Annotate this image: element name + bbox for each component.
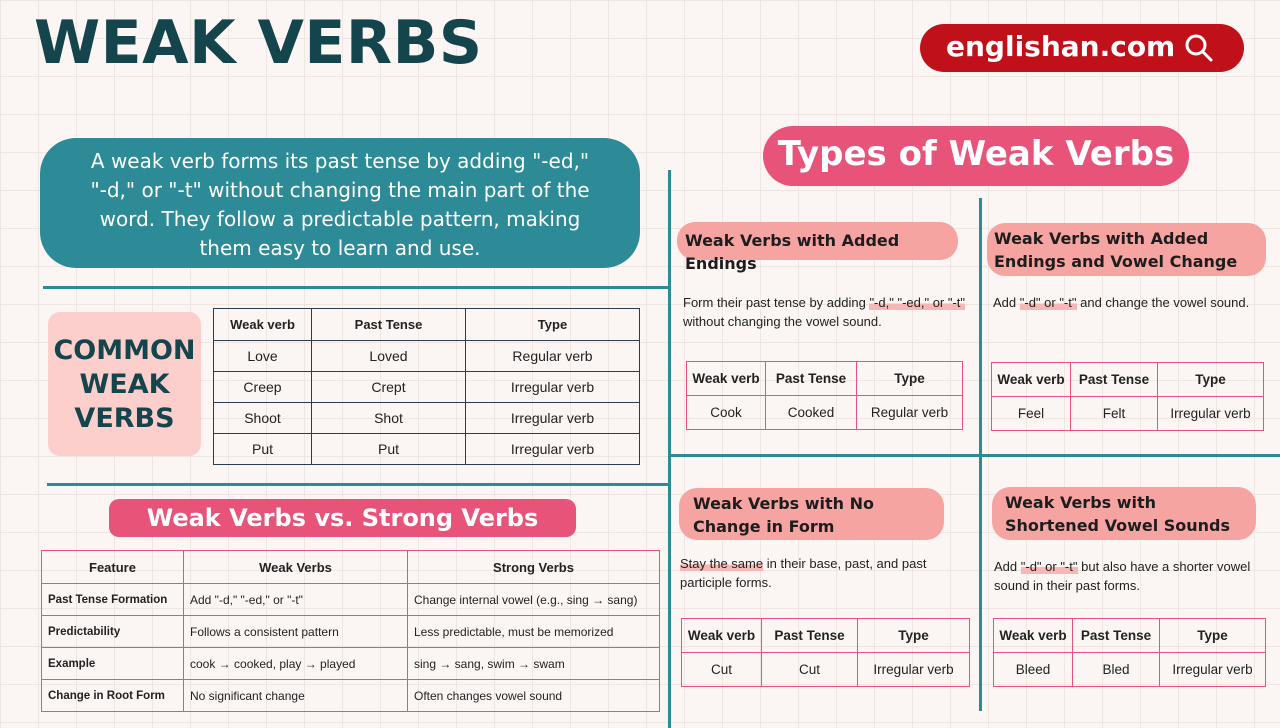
table-cell: Irregular verb [466, 403, 640, 434]
table-cell: Irregular verb [1158, 397, 1264, 431]
intro-description: A weak verb forms its past tense by adding "-ed," "-d," or "-t" without changing the main part of the word. They follow a predictable pattern, making them easy to learn and use. [40, 138, 640, 268]
table-cell: Put [312, 434, 466, 465]
common-label-line: WEAK [79, 369, 170, 400]
table-cell: Irregular verb [466, 434, 640, 465]
divider-left-mid [47, 483, 668, 486]
column-header: Past Tense [1071, 363, 1158, 397]
desc-text: in their base, past, and past participle forms. [680, 556, 927, 590]
divider-right-horizontal [670, 454, 1280, 457]
table-cell: Bled [1073, 653, 1160, 687]
feature-cell: Example [42, 648, 184, 680]
desc-highlight: "-d" or "-t" [1020, 559, 1078, 574]
desc-text: Form their past tense by adding [683, 295, 870, 310]
table-row [214, 434, 640, 465]
column-header: Type [1160, 619, 1266, 653]
panel-title-vowel-change: Weak Verbs with Added Endings and Vowel Change [987, 223, 1266, 276]
column-header: Strong Verbs [408, 551, 660, 584]
feature-cell: Past Tense Formation [42, 584, 184, 616]
panel-title-added-endings: Weak Verbs with Added Endings [677, 222, 958, 260]
panel-title-shortened-vowel: Weak Verbs with Shortened Vowel Sounds [992, 487, 1256, 540]
search-icon[interactable] [1184, 33, 1214, 63]
table-cell: cook → cooked, play → played [184, 648, 408, 680]
column-header: Type [858, 619, 970, 653]
table-cell: Regular verb [466, 341, 640, 372]
table-cell: No significant change [184, 680, 408, 712]
table-cell: Feel [992, 397, 1071, 431]
table-cell: Less predictable, must be memorized [408, 616, 660, 648]
table-row [994, 653, 1266, 687]
comparison-title: Weak Verbs vs. Strong Verbs [109, 499, 576, 537]
table-header-row [687, 362, 963, 396]
column-header: Past Tense [766, 362, 857, 396]
example-table [686, 361, 963, 430]
desc-text: but also have a shorter vowel sound in their past forms. [994, 559, 1251, 593]
column-header: Weak verb [992, 363, 1071, 397]
table-row [42, 616, 660, 648]
table-cell: Creep [214, 372, 312, 403]
table-cell: sing → sang, swim → swam [408, 648, 660, 680]
table-header-row [214, 309, 640, 341]
page-title: WEAK VERBS [34, 8, 483, 78]
desc-highlight: Stay the same [680, 556, 764, 571]
panel-title-no-change: Weak Verbs with No Change in Form [679, 488, 944, 540]
divider-center [668, 170, 671, 728]
example-table [991, 362, 1264, 431]
comparison-table [41, 550, 660, 712]
table-cell: Love [214, 341, 312, 372]
column-header: Weak verb [682, 619, 762, 653]
column-header: Past Tense [762, 619, 858, 653]
panel-description [683, 293, 968, 331]
common-verbs-table [213, 308, 640, 465]
column-header: Past Tense [312, 309, 466, 341]
column-header: Weak verb [994, 619, 1073, 653]
example-table [681, 618, 970, 687]
column-header: Weak verb [214, 309, 312, 341]
desc-text: Add [993, 295, 1020, 310]
table-row [214, 372, 640, 403]
table-cell: Shot [312, 403, 466, 434]
table-row [214, 341, 640, 372]
table-cell: Shoot [214, 403, 312, 434]
panel-description [994, 557, 1259, 595]
desc-highlight: "-d," "-ed," or "-t" [869, 295, 966, 310]
table-cell: Regular verb [857, 396, 963, 430]
desc-text: Add [994, 559, 1021, 574]
table-row [42, 648, 660, 680]
feature-cell: Change in Root Form [42, 680, 184, 712]
table-cell: Change internal vowel (e.g., sing → sang) [408, 584, 660, 616]
table-row [214, 403, 640, 434]
desc-text: without changing the vowel sound. [683, 314, 882, 329]
table-cell: Bleed [994, 653, 1073, 687]
table-cell: Cook [687, 396, 766, 430]
desc-highlight: "-d" or "-t" [1019, 295, 1077, 310]
column-header: Type [857, 362, 963, 396]
table-cell: Follows a consistent pattern [184, 616, 408, 648]
types-title: Types of Weak Verbs [763, 126, 1189, 186]
panel-description [680, 554, 965, 592]
table-row [42, 680, 660, 712]
desc-text: and change the vowel sound. [1076, 295, 1250, 310]
table-cell: Crept [312, 372, 466, 403]
table-cell: Add "-d," "-ed," or "-t" [184, 584, 408, 616]
table-header-row [992, 363, 1264, 397]
table-cell: Often changes vowel sound [408, 680, 660, 712]
example-table [993, 618, 1266, 687]
divider-left-top [43, 286, 668, 289]
table-row [687, 396, 963, 430]
table-cell: Irregular verb [1160, 653, 1266, 687]
table-header-row [42, 551, 660, 584]
common-weak-verbs-label [48, 312, 201, 456]
table-cell: Loved [312, 341, 466, 372]
table-cell: Put [214, 434, 312, 465]
table-row [682, 653, 970, 687]
column-header: Feature [42, 551, 184, 584]
panel-description [993, 293, 1263, 312]
table-row [42, 584, 660, 616]
table-cell: Cut [762, 653, 858, 687]
table-cell: Irregular verb [858, 653, 970, 687]
column-header: Weak Verbs [184, 551, 408, 584]
table-cell: Felt [1071, 397, 1158, 431]
table-row [992, 397, 1264, 431]
column-header: Past Tense [1073, 619, 1160, 653]
site-name: englishan.com [946, 30, 1176, 63]
common-label-line: COMMON [53, 335, 196, 366]
common-label-line: VERBS [74, 403, 175, 434]
table-header-row [994, 619, 1266, 653]
table-header-row [682, 619, 970, 653]
table-cell: Cut [682, 653, 762, 687]
feature-cell: Predictability [42, 616, 184, 648]
site-badge[interactable] [920, 24, 1244, 72]
column-header: Weak verb [687, 362, 766, 396]
table-cell: Irregular verb [466, 372, 640, 403]
column-header: Type [1158, 363, 1264, 397]
table-cell: Cooked [766, 396, 857, 430]
column-header: Type [466, 309, 640, 341]
divider-right-vertical [979, 198, 982, 711]
